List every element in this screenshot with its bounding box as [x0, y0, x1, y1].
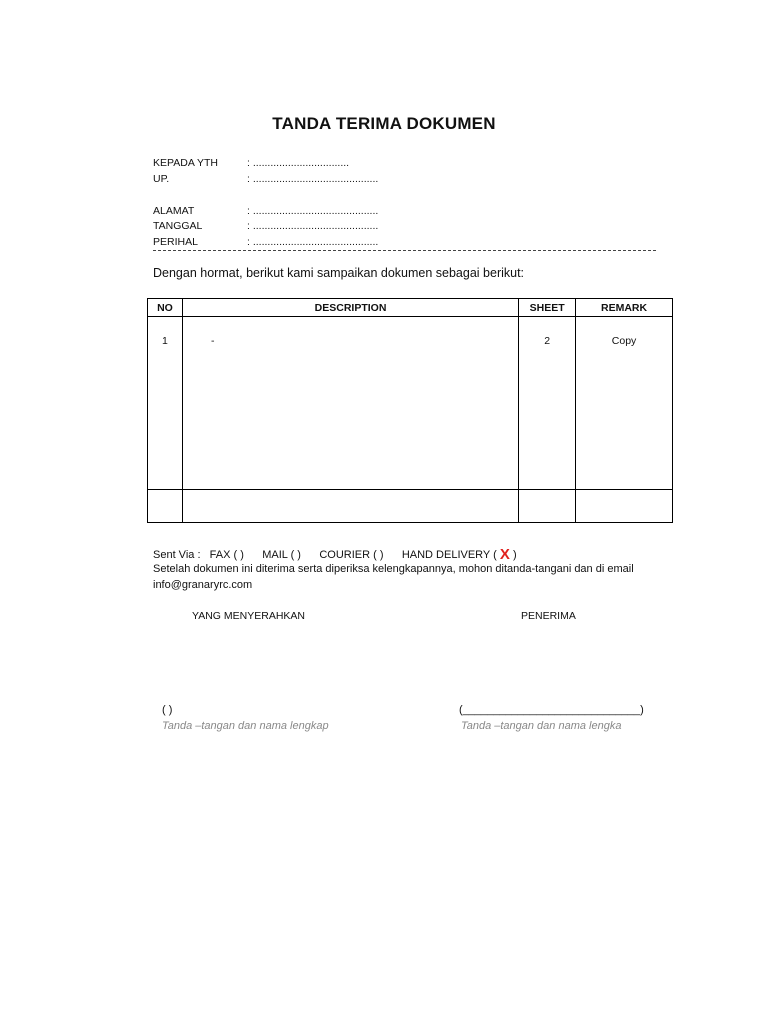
field-label-perihal: PERIHAL [153, 236, 198, 248]
field-label-up: UP. [153, 173, 170, 185]
field-value-kepada: : ................................. [247, 157, 350, 169]
table-row [148, 317, 673, 490]
intro-text: Dengan hormat, berikut kami sampaikan dokumen sebagai berikut: [153, 266, 525, 280]
cell-sheet: 2 [519, 317, 576, 490]
sent-via-line [153, 545, 517, 562]
cell-no: 1 [148, 317, 183, 490]
instruction-text: Setelah dokumen ini diterima serta diperiksa kelengkapannya, mohon ditanda-tangani dan di email [153, 563, 634, 575]
giver-label: YANG MENYERAHKAN [192, 610, 305, 622]
courier-option: COURIER ( ) [319, 549, 384, 561]
hand-delivery-check-mark: X [499, 546, 510, 563]
table-header-row [148, 299, 673, 317]
giver-signature-line: ( ) [162, 704, 173, 716]
cell-remark: Copy [576, 317, 673, 490]
footer-cell-sheet [519, 490, 576, 523]
field-label-kepada: KEPADA YTH [153, 157, 218, 169]
hand-delivery-label: HAND DELIVERY ( [401, 549, 497, 561]
column-header-remark: REMARK [576, 299, 673, 317]
field-value-up: : ........................................... [247, 173, 379, 185]
receiver-label: PENERIMA [521, 610, 576, 622]
footer-cell-no [148, 490, 183, 523]
dashed-divider [153, 250, 656, 251]
receiver-signature-note: Tanda –tangan dan nama lengka [461, 720, 622, 732]
field-label-alamat: ALAMAT [153, 205, 195, 217]
document-title: TANDA TERIMA DOKUMEN [272, 114, 496, 133]
hand-delivery-close: ) [512, 549, 517, 561]
receiver-signature-line: (_____________________________) [459, 704, 644, 716]
giver-signature-note: Tanda –tangan dan nama lengkap [162, 720, 329, 732]
field-value-alamat: : ........................................... [247, 205, 379, 217]
sent-via-label: Sent Via : [153, 549, 201, 561]
field-value-perihal: : ........................................... [247, 236, 379, 248]
field-value-tanggal: : ........................................... [247, 220, 379, 232]
column-header-no: NO [148, 299, 183, 317]
document-table [147, 298, 673, 523]
footer-cell-description [182, 490, 518, 523]
field-label-tanggal: TANGGAL [153, 220, 203, 232]
email-address: info@granaryrc.com [153, 579, 253, 591]
footer-cell-remark [576, 490, 673, 523]
column-header-description: DESCRIPTION [182, 299, 518, 317]
cell-description: - [182, 317, 518, 490]
mail-option: MAIL ( ) [262, 549, 301, 561]
hand-delivery-option [401, 546, 517, 563]
column-header-sheet: SHEET [519, 299, 576, 317]
fax-option: FAX ( ) [209, 549, 244, 561]
table-footer-row [148, 490, 673, 523]
